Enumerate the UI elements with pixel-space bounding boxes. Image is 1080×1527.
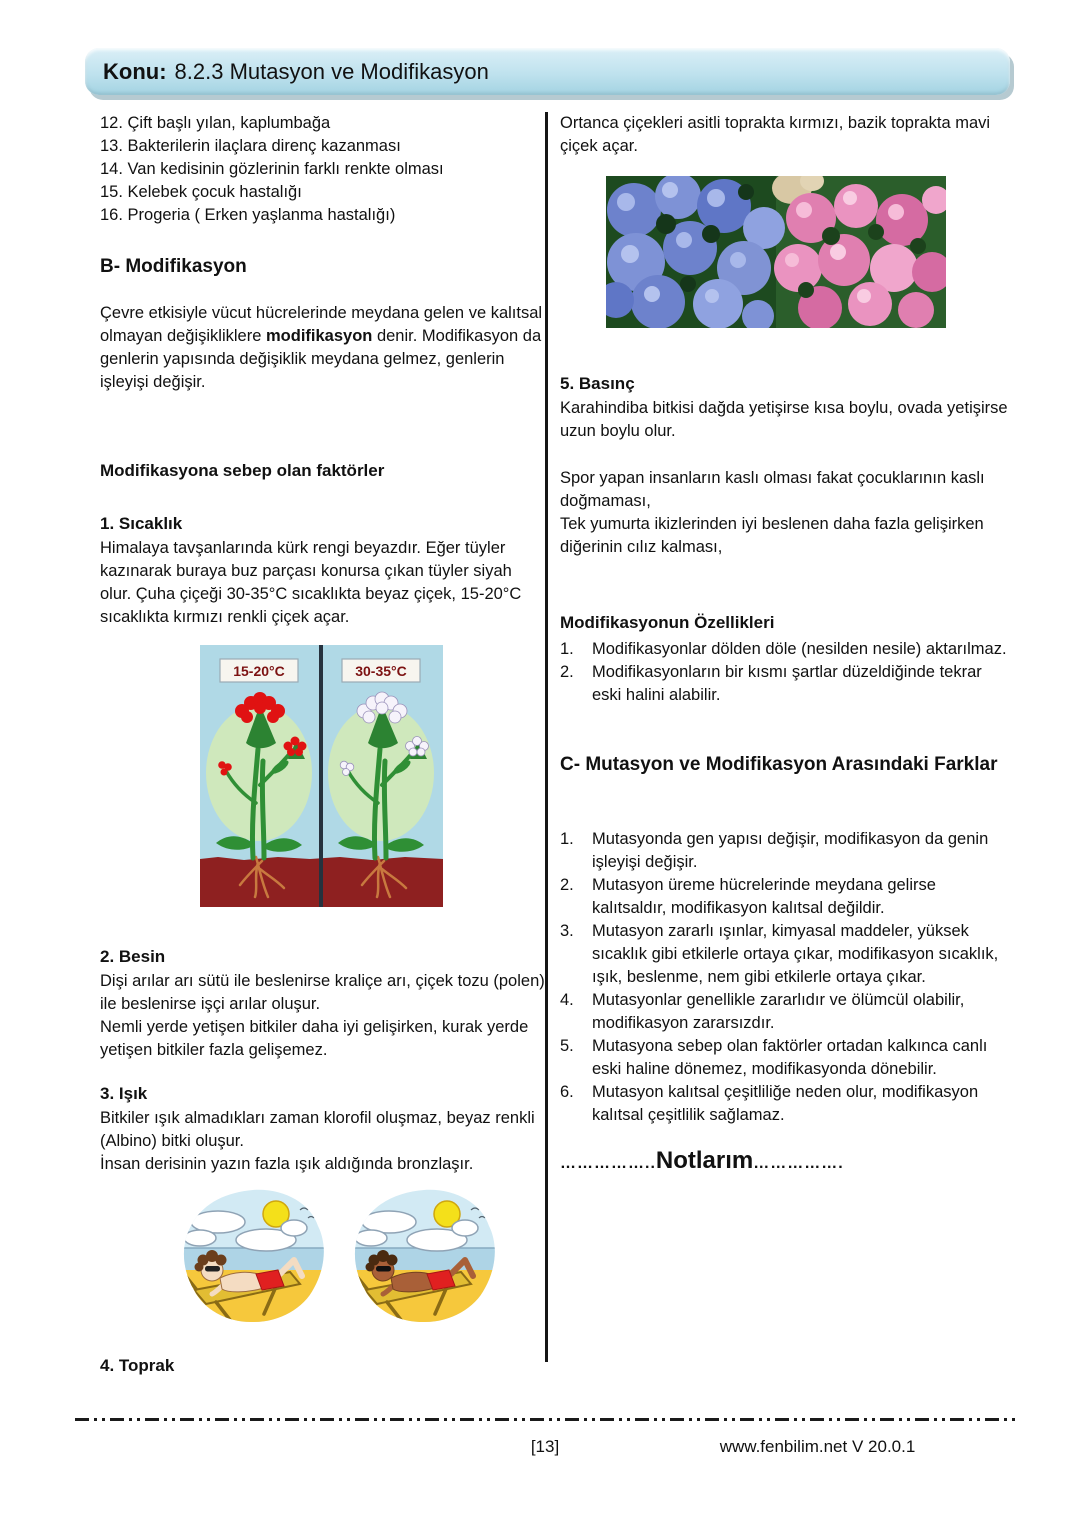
section-b-heading: B- Modifikasyon xyxy=(100,256,247,277)
list-item xyxy=(560,1035,1012,1081)
list-item xyxy=(560,828,1012,874)
list-item xyxy=(560,874,1012,920)
topic-title: 8.2.3 Mutasyon ve Modifikasyon xyxy=(174,58,489,84)
version-label: V 20.0.1 xyxy=(851,1437,916,1456)
list-item xyxy=(560,1081,1012,1127)
list-item: 16. Progeria ( Erken yaşlanma hastalığı) xyxy=(100,206,396,224)
notes-heading xyxy=(560,1149,1012,1175)
item-text: Mutasyon kalıtsal çeşitliliğe neden olur, modifikasyon kalıtsal çeşitlilik sağlamaz. xyxy=(592,1083,979,1124)
topic-label: Konu: xyxy=(103,58,167,84)
hydrangea-intro: Ortanca çiçekleri asitli toprakta kırmızı, bazik toprakta mavi çiçek açar. xyxy=(560,114,991,155)
site-version xyxy=(690,1437,945,1457)
factor2-text2: Nemli yerde yetişen bitkiler daha iyi gelişirken, kurak yerde yetişen bitkiler fazla gelişemez. xyxy=(100,1018,529,1059)
differences-list xyxy=(560,828,1012,1127)
list-item: 14. Van kedisinin gözlerinin farklı renkte olması xyxy=(100,160,444,178)
factor5-heading: 5. Basınç xyxy=(560,374,635,393)
list-item: 12. Çift başlı yılan, kaplumbağa xyxy=(100,114,331,132)
site-url: www.fenbilim.net xyxy=(719,1437,848,1456)
sunglasses-icon xyxy=(376,1266,391,1272)
item-number: 5. xyxy=(560,1037,574,1055)
list-item: 13. Bakterilerin ilaçlara direnç kazanması xyxy=(100,137,401,155)
item-text: Mutasyon üreme hücrelerinde meydana gelirse kalıtsaldır, modifikasyon kalıtsal değildir. xyxy=(592,876,936,917)
ozellikler-heading: Modifikasyonun Özellikleri xyxy=(560,613,775,632)
plant-temperature-illustration xyxy=(200,645,443,907)
item-number: 3. xyxy=(560,922,574,940)
primrose-temperature-figure xyxy=(200,645,443,907)
factor2-text1: Dişi arılar arı sütü ile beslenirse kraliçe arı, çiçek tozu (polen) ile beslenirse işçi arılar oluşur. xyxy=(100,972,545,1013)
ozellikler-list xyxy=(560,638,1012,707)
section-c-heading: C- Mutasyon ve Modifikasyon Arasındaki Farklar xyxy=(560,754,998,775)
item-number: 1. xyxy=(560,830,574,848)
item-number: 2. xyxy=(560,663,574,681)
item-text: Mutasyonda gen yapısı değişir, modifikasyon da genin işleyişi değişir. xyxy=(592,830,989,871)
paragraph-text: Çevre etkisiyle vücut hücrelerinde meydana gelen ve kalıtsal olmayan değişikliklere xyxy=(100,304,543,345)
sunbathing-figure xyxy=(172,1186,506,1326)
section-b-paragraph xyxy=(100,302,545,394)
modification-example: Tek yumurta ikizlerinden iyi beslenen daha fazla gelişirken diğerinin cılız kalması, xyxy=(560,515,984,556)
column-divider xyxy=(545,112,548,1362)
page-number: [13] xyxy=(530,1437,560,1456)
right-column xyxy=(560,112,1012,1175)
item-text: Mutasyonlar genellikle zararlıdır ve ölümcül olabilir, modifikasyon zararsızdır. xyxy=(592,991,965,1032)
panel-divider xyxy=(319,645,323,907)
mutation-examples-list xyxy=(100,112,545,227)
item-text: Modifikasyonlar dölden döle (nesilden nesile) aktarılmaz. xyxy=(592,640,1007,658)
footer-divider-line xyxy=(75,1418,1020,1421)
warm-temp-label: 30-35°C xyxy=(355,663,407,679)
cold-temp-label: 15-20°C xyxy=(233,663,285,679)
factors-heading: Modifikasyona sebep olan faktörler xyxy=(100,461,385,480)
list-item xyxy=(560,661,1012,707)
item-text: Modifikasyonların bir kısmı şartlar düzeldiğinde tekrar eski halini alabilir. xyxy=(592,663,982,704)
factor1-text: Himalaya tavşanlarında kürk rengi beyazdır. Eğer tüyler kazınarak buraya buz parçası konursa çıkan tüyler siyah olur. Çuha çiçeği 30-35°C sıcaklıkta beyaz çiçek, 15-20°C sıcaklıkta kırmızı renkli çiçek açar. xyxy=(100,539,522,626)
item-number: 1. xyxy=(560,640,574,658)
dots-decoration: …………….. xyxy=(560,1155,656,1172)
factor1-heading: 1. Sıcaklık xyxy=(100,514,183,533)
left-column xyxy=(100,112,545,1377)
topic-banner xyxy=(85,48,1010,95)
item-number: 6. xyxy=(560,1083,574,1101)
hydrangea-photo-figure xyxy=(606,176,946,328)
dots-decoration: ……………. xyxy=(753,1155,844,1172)
factor5-text: Karahindiba bitkisi dağda yetişirse kısa boylu, ovada yetişirse uzun boylu olur. xyxy=(560,399,1008,440)
factor3-text1: Bitkiler ışık almadıkları zaman klorofil oluşmaz, beyaz renkli (Albino) bitki oluşur. xyxy=(100,1109,535,1150)
list-item xyxy=(560,638,1012,661)
sunglasses-icon xyxy=(205,1266,220,1272)
keyword-modifikasyon: modifikasyon xyxy=(266,327,373,345)
factor4-heading: 4. Toprak xyxy=(100,1356,175,1375)
list-item xyxy=(560,989,1012,1035)
item-text: Mutasyon zararlı ışınlar, kimyasal maddeler, yüksek sıcaklık gibi etkilerle ortaya çıkar, modifikasyon sıcaklık, ışık, beslenme, nem gibi etkilerle ortaya çıkar. xyxy=(592,922,999,986)
factor3-text2: İnsan derisinin yazın fazla ışık aldığında bronzlaşır. xyxy=(100,1155,474,1173)
hydrangea-photos xyxy=(606,176,946,328)
factor2-heading: 2. Besin xyxy=(100,947,166,966)
item-text: Mutasyona sebep olan faktörler ortadan kalkınca canlı eski haline dönemez, modifikasyonda dönebilir. xyxy=(592,1037,988,1078)
paragraph-text: denir. Modifikasyon da genlerin yapısında değişiklik meydana gelmez, genlerin işleyişi değişir. xyxy=(100,327,542,391)
factor3-heading: 3. Işık xyxy=(100,1084,148,1103)
item-number: 2. xyxy=(560,876,574,894)
notes-label: Notlarım xyxy=(655,1147,754,1174)
item-number: 4. xyxy=(560,991,574,1009)
modification-example: Spor yapan insanların kaslı olması fakat çocuklarının kaslı doğmaması, xyxy=(560,469,985,510)
beach-cartoon-pale xyxy=(172,1186,335,1326)
list-item xyxy=(560,920,1012,989)
list-item: 15. Kelebek çocuk hastalığı xyxy=(100,183,302,201)
beach-cartoon-tan xyxy=(343,1186,506,1326)
